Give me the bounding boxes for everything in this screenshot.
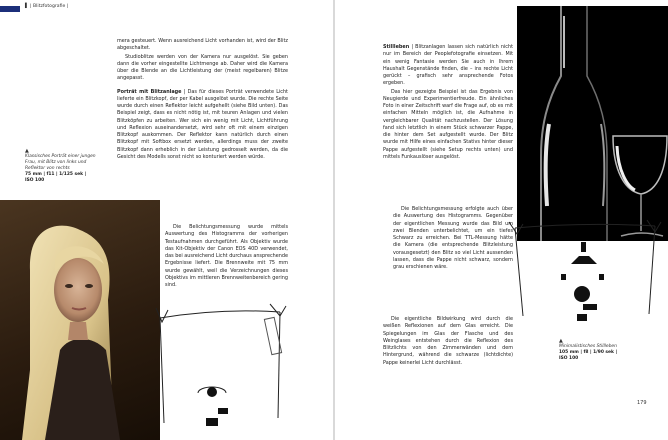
running-header: ▌ | Blitzfotografie | bbox=[25, 4, 69, 9]
left-text-column bbox=[117, 38, 288, 162]
chapter-marker bbox=[0, 6, 20, 12]
portrait-illustration bbox=[0, 200, 160, 440]
caption-text: Minimalistisches Stillleben bbox=[559, 344, 617, 349]
still-life-setup-sketch bbox=[501, 218, 665, 328]
still-life-photo bbox=[517, 6, 668, 241]
caption-tech: 105 mm | f8 | 1/90 sek | bbox=[559, 350, 618, 355]
caption-tech: 75 mm | f11 | 1/125 sek | bbox=[25, 172, 87, 177]
portrait-photo bbox=[0, 200, 160, 440]
section-heading: Porträt mit Blitzanlage bbox=[117, 88, 182, 95]
paragraph: Die eigentliche Bildwirkung wird durch die weißen Reflexionen auf dem Glas erreicht. Die Spiegelungen im Glas der Flasche und des Weinglases entstehen durch die Reflexion des Blitzlichts von den Zimmerwänden und dem Hintergrund, während die schwarze (lichtdichte) Pappe keinerlei Licht durchlässt. bbox=[383, 316, 513, 366]
portrait-setup-sketch bbox=[150, 298, 296, 440]
left-page bbox=[0, 0, 333, 440]
paragraph: mera gesteuert. Wenn ausreichend Licht vorhanden ist, wird der Blitz abgeschaltet. bbox=[117, 38, 288, 52]
section-heading: Stillleben bbox=[383, 44, 410, 50]
caption-iso: ISO 100 bbox=[25, 178, 45, 183]
paragraph: Die Belichtungsmessung wurde mittels Auswertung des Histogramms der vorherigen Testaufnahmen durchgeführt. Als Objektiv wurde das Kit-Objektiv der Canon EOS 40D verwendet, das bei ausreichend Licht durchaus ansprechende Ergebnisse liefert. Die Brennweite mit 75 mm wurde gewählt, weil die Verzeichnungen dieses Objektivs im mittleren Brennweitenbereich gering sind. bbox=[165, 224, 288, 288]
caption-iso: ISO 100 bbox=[559, 356, 579, 361]
right-text-column bbox=[383, 44, 513, 162]
page-number: 179 bbox=[637, 400, 647, 406]
right-lower-column bbox=[383, 316, 513, 368]
portrait-caption: ▲ Klassisches Porträt einer jungen Frau, mit Blitz von links und Reflektor von rechts 75 mm | f11 | 1/125 sek | ISO 100 bbox=[25, 148, 103, 184]
left-lower-column bbox=[165, 224, 288, 290]
paragraph: Die Belichtungsmessung erfolgte auch über die Auswertung des Histogramms. Gegenüber der eigentlichen Messung wurde das Bild um zwei Blenden unterbelichtet, um ein tiefes Schwarz zu erreichen. Bei TTL-Messung hätte die Kamera (die entsprechende Blitzleistung vorausgesetzt) den Blitz so viel Licht aussenden lassen, dass die Pappe nicht schwarz, sondern grau erschienen wäre. bbox=[393, 206, 513, 270]
caption-text: Klassisches Porträt einer jungen Frau, mit Blitz von links und Reflektor von rechts bbox=[25, 154, 96, 171]
paragraph: Porträt mit Blitzanlage | Das für dieses Porträt verwendete Licht lieferte ein Blitzkopf, der per Kabel ausgelöst wurde. Die rechte Seite wurde durch einen Reflektor leicht aufgehellt (siehe Bild unten). Das Beispiel zeigt, dass es nicht nötig ist, mit teuren Anlagen und vielen Blitzköpfen zu arbeiten. Wer sich ein wenig mit Licht, Lichtführung und Reflexion auseinandersetzt, wird sehr oft mit einem einzigen Blitzkopf auskommen. Der Reflektor kann natürlich durch einen Blitzkopf mit Softbox ersetzt werden, allerdings muss der zweite Blitzkopf dann erheblich in der Leistung gedrosselt werden, da die Gesicht des Modells sonst nicht so konturiert werden würde. bbox=[117, 88, 288, 160]
still-life-caption: ▲ Minimalistisches Stillleben 105 mm | f8 | 1/90 sek | ISO 100 bbox=[559, 338, 659, 362]
bottle-and-glass-illustration bbox=[517, 6, 668, 241]
right-middle-column bbox=[393, 206, 513, 272]
paragraph: Das hier gezeigte Beispiel ist das Ergebnis von Neugierde und Experimentierfreude. Ein ähnliches Foto in einer Zeitschrift warf die Frage auf, ob es mit einfachen Mitteln möglich ist, die Aufnahme in vergleichbarer Qualität nachzustellen. Der Lösung fand sich letztlich in einem Stück schwarzer Pappe, die hinter dem Set aufgestellt wurde. Der Blitz wurde mit Hilfe eines einfachen Stativs hinter dieser Pappe aufgestellt (siehe Setup rechts unten) und mittels Funkauslöser ausgelöst. bbox=[383, 88, 513, 160]
paragraph: Stillleben | Blitzanlagen lassen sich natürlich nicht nur im Bereich der Peoplefotografie einsetzen. Mit ein wenig Fantasie werden Sie auch in Ihrem Haushalt Gegenstände finden, die – ins rechte Licht gerückt – grafisch sehr ansprechende Fotos ergeben. bbox=[383, 44, 513, 87]
right-page bbox=[335, 0, 668, 440]
paragraph: Studioblitze werden von der Kamera nur ausgelöst. Sie geben dann die vorher eingestellte Lichtmenge ab. Daher wird die Kamera über die Blende an die Lichtleistung der (meist regelbaren) Blitze angepasst. bbox=[117, 53, 288, 82]
